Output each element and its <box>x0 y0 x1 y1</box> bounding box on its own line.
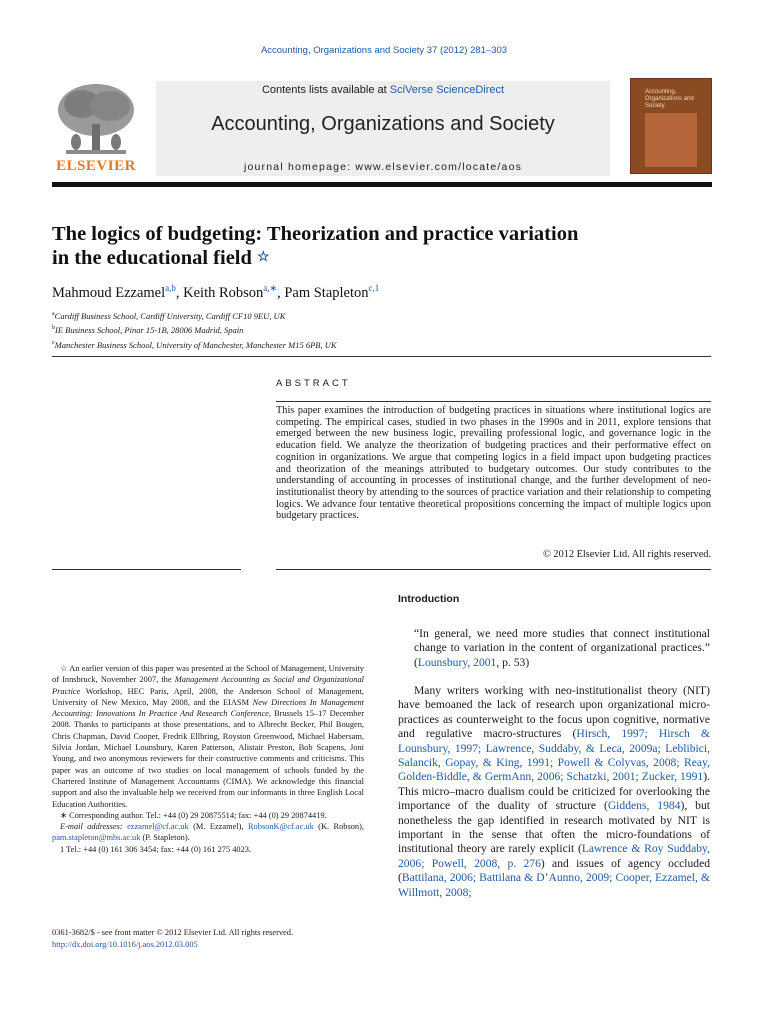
affiliation-item: $^b$IE Business School, Pinar 15-1B, 28006 Madrid, Spain <box>52 325 244 336</box>
email-link[interactable]: RobsonK@cf.ac.uk <box>247 822 314 832</box>
sciencedirect-link[interactable]: SciVerse ScienceDirect <box>389 84 505 96</box>
author-affil-marker[interactable]: a,∗ <box>263 283 278 293</box>
author-affil-marker[interactable]: c,1 <box>368 283 380 293</box>
epigraph-quote: “In general, we need more studies that connect institutional change to variation in the content of organizational practices.” (Lounsbury, 2001, p. 53) <box>414 627 710 669</box>
section-divider <box>52 356 711 357</box>
doi-link[interactable]: http://dx.doi.org/10.1016/j.aos.2012.03.005 <box>52 940 198 949</box>
journal-info-box <box>156 81 610 176</box>
title-footnote-star[interactable]: ☆ <box>257 250 270 265</box>
introduction-paragraph: Many writers working with neo-institutionalist theory (NIT) have bemoaned the lack of research upon organizational micro-practices as counterweight to the focus upon cognitive, normative and regulative macro-structures (Hirsch, 1997; Hirsch & Lounsbury, 1997; Lawrence, Suddaby, & Leca, 2009a; Leblibici, Salancik, Gopay, & King, 1991; Powell & Colyvas, 2008; Reay, Golden-Biddle, & GermAnn, 2006; Schatzki, 2001; Zucker, 1991). This micro–macro dualism could be criticized for overlooking the importance of the duality of structure (Giddens, 1984), but nonetheless the gap identified in research motivated by NIT is important in the sense that often the micro-foundations of institutional theory are rarely explicit (Lawrence & Roy Suddaby, 2006; Powell, 2008, p. 276) and issues of agency occluded (Battilana, 2006; Battilana & D’Aunno, 2009; Cooper, Ezzamel, & Willmott, 2008; <box>398 684 711 899</box>
journal-masthead <box>52 78 712 176</box>
journal-cover-thumbnail <box>630 78 712 174</box>
affiliation-item: $^c$Manchester Business School, University of Manchester, Manchester M15 6PB, UK <box>52 339 337 350</box>
footnote-corresponding: ∗ Corresponding author. Tel.: +44 (0) 29 20875514; fax: +44 (0) 29 20874419. <box>60 810 327 820</box>
journal-citation-link[interactable]: Accounting, Organizations and Society 37 (2012) 281–303 <box>260 45 508 56</box>
reference-link[interactable]: Lounsbury, 2001 <box>417 655 497 669</box>
email-link[interactable]: ezzamel@cf.ac.uk <box>127 822 189 832</box>
abstract-heading: ABSTRACT <box>276 378 351 389</box>
reference-link[interactable]: Hirsch, 1997; Hirsch & Lounsbury, 1997; Lawrence, Suddaby, & Leca, 2009a; Leblibici, Salancik, Gopay, & King, 1991; Powell & Colyvas, 2008; Reay, Golden-Biddle, & GermAnn, 2006; Schatzki, 2001; Zucker, 1991 <box>398 727 710 784</box>
author-list: Mahmoud Ezzamel$^{a,b}$, Keith Robson$^{a,∗}$, Pam Stapleton$^{c,1}$ <box>52 283 380 301</box>
abstract-bottom-rule <box>276 569 711 570</box>
header-rule <box>52 182 712 187</box>
footnote-acknowledgement: ☆ An earlier version of this paper was presented at the School of Management, University of Innsbruck, November 2007, the Management Accounting as Social and Organizational Practice Workshop, HEC Paris, April, 2008, the Anderson School of Management, University of New Mexico, May 2008, and the EIASM New Directions In Management Accounting: Innovations In Practice And Research Conference, Brussels 15–17 December 2008. Thanks to participants at those presentations, and to Albrecht Becker, Phil Bougen, Chris Chapman, David Cooper, Fredrik Ellbring, Royston Greenwood, Michael Habersam, Silvia Jordan, Michael Lounsbury, Karen Patterson, Alistair Preston, Bob Scapens, Joni Young, and two anonymous reviewers for their constructive comments and criticisms. This paper was an outcome of two studies on local management of schools funded by the Chartered Institute of Management Accountants (CIMA). We acknowledge this financial support and also the invaluable help we received from our informants in three English Local Education Authorities. <box>52 664 364 809</box>
author-name: Keith Robson <box>183 284 264 301</box>
cover-title: Accounting, Organizations and Society <box>645 89 694 109</box>
cover-artwork <box>645 113 697 167</box>
journal-name: Accounting, Organizations and Society <box>211 113 555 135</box>
abstract-rule <box>276 401 711 402</box>
issn-line: 0361-3682/$ - see front matter © 2012 Elsevier Ltd. All rights reserved. <box>52 928 294 937</box>
footnotes <box>52 663 364 855</box>
author-name: Pam Stapleton <box>284 284 369 301</box>
introduction-heading: Introduction <box>398 593 460 605</box>
abstract-text: This paper examines the introduction of budgeting practices in situations where institutional logics are competing. The empirical cases, studied in two phases in the 1990s and in 2011, explore tensions that emerged between the new business logic, prevailing professional logic, and governance logic in the education field. We analyze the theorization of budgeting practices and their performative effect on cognition in organizations. We argue that competing logics in a field impact upon budgeting practices and theorization of the meanings attributed to budgetary outcomes. Our study contributes to the understanding of accounting in processes of institutional change, and the further development of neo-institutionalist theory by attending to the sources of practice variation and their relationship to competing logics. We advance four tentative theoretical propositions concerning the impact of multiple logics upon budgetary practices. <box>276 405 711 522</box>
affiliation-item: $^a$Cardiff Business School, Cardiff University, Cardiff CF10 9EU, UK <box>52 310 286 321</box>
reference-link[interactable]: Battilana, 2006; Battilana & D’Aunno, 2009; Cooper, Ezzamel, & Willmott, 2008; <box>398 871 710 899</box>
left-column-rule <box>52 569 241 570</box>
affiliation-list <box>52 308 337 351</box>
author-name: Mahmoud Ezzamel <box>52 284 166 301</box>
author-affil-marker[interactable]: a,b <box>165 283 176 293</box>
front-matter <box>52 927 293 951</box>
footnote-emails: E-mail addresses: ezzamel@cf.ac.uk (M. Ezzamel), RobsonK@cf.ac.uk (K. Robson), pam.stapleton@mbs.ac.uk (P. Stapleton). <box>52 822 364 843</box>
journal-homepage[interactable]: journal homepage: www.elsevier.com/locate/aos <box>243 161 523 173</box>
reference-link[interactable]: Giddens, 1984 <box>607 799 681 813</box>
contents-line: Contents lists available at SciVerse ScienceDirect <box>261 84 505 96</box>
email-link[interactable]: pam.stapleton@mbs.ac.uk <box>52 833 141 843</box>
article-title: The logics of budgeting: Theorization and practice variation in the educational field ☆ <box>52 223 579 269</box>
reference-link[interactable]: Lawrence & Roy Suddaby, 2006; Powell, 2008, p. 276 <box>398 842 710 870</box>
abstract-copyright: © 2012 Elsevier Ltd. All rights reserved. <box>543 549 711 560</box>
elsevier-logo-text: ELSEVIER <box>56 158 136 174</box>
footnote-phone: 1 Tel.: +44 (0) 161 306 3454; fax: +44 (0) 161 275 4023. <box>60 844 252 854</box>
